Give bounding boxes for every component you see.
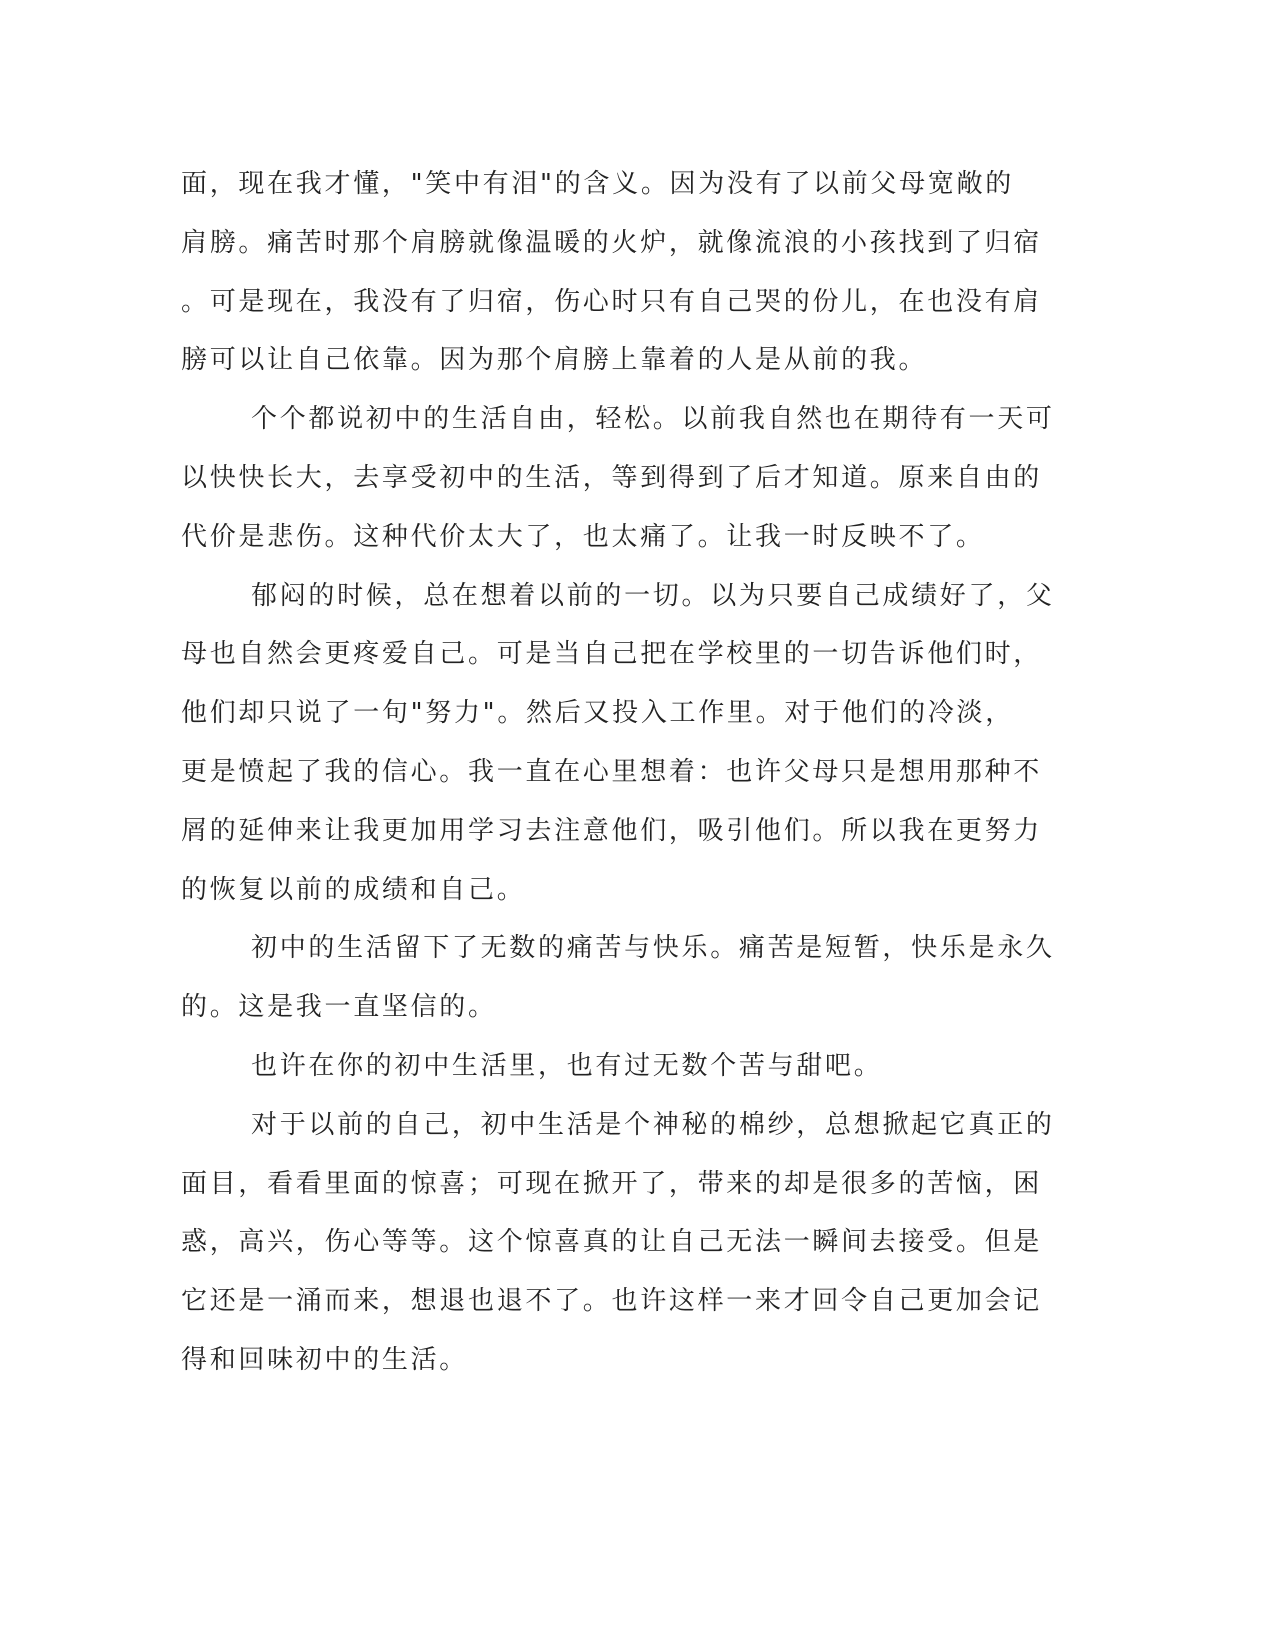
text-line: 以快快长大，去享受初中的生活，等到得到了后才知道。原来自由的	[181, 462, 1043, 493]
text-line: 面目，看看里面的惊喜；可现在掀开了，带来的却是很多的苦恼，困	[181, 1168, 1043, 1199]
text-line: 屑的延伸来让我更加用学习去注意他们，吸引他们。所以我在更努力	[181, 815, 1043, 846]
text-line: 他们却只说了一句"努力"。然后又投入工作里。对于他们的冷淡，	[181, 698, 1014, 729]
text-line: 它还是一涌而来，想退也退不了。也许这样一来才回令自己更加会记	[181, 1286, 1043, 1317]
paragraph-first-line: 也许在你的初中生活里，也有过无数个苦与甜吧。	[251, 1050, 883, 1081]
text-line: 的。这是我一直坚信的。	[181, 992, 497, 1023]
text-line: 的恢复以前的成绩和自己。	[181, 874, 526, 905]
text-line: 膀可以让自己依靠。因为那个肩膀上靠着的人是从前的我。	[181, 345, 928, 376]
text-line: 母也自然会更疼爱自己。可是当自己把在学校里的一切告诉他们时，	[181, 639, 1043, 670]
text-line: 代价是悲伤。这种代价太大了，也太痛了。让我一时反映不了。	[181, 521, 985, 552]
text-line: 肩膀。痛苦时那个肩膀就像温暖的火炉，就像流浪的小孩找到了归宿	[181, 227, 1043, 258]
body-text	[181, 155, 1055, 1390]
text-line: 得和回味初中的生活。	[181, 1344, 469, 1375]
paragraph-first-line: 个个都说初中的生活自由，轻松。以前我自然也在期待有一天可	[251, 404, 1055, 435]
text-line: 惑，高兴，伤心等等。这个惊喜真的让自己无法一瞬间去接受。但是	[181, 1227, 1043, 1258]
paragraph-first-line: 对于以前的自己，初中生活是个神秘的棉纱，总想掀起它真正的	[251, 1109, 1055, 1140]
text-line: 更是愤起了我的信心。我一直在心里想着：也许父母只是想用那种不	[181, 756, 1043, 787]
paragraph-first-line: 初中的生活留下了无数的痛苦与快乐。痛苦是短暂，快乐是永久	[251, 933, 1055, 964]
text-line: 。可是现在，我没有了归宿，伤心时只有自己哭的份儿，在也没有肩	[181, 286, 1043, 317]
text-line: 面，现在我才懂，"笑中有泪"的含义。因为没有了以前父母宽敞的	[181, 169, 1014, 199]
paragraph-first-line: 郁闷的时候，总在想着以前的一切。以为只要自己成绩好了，父	[251, 580, 1055, 611]
